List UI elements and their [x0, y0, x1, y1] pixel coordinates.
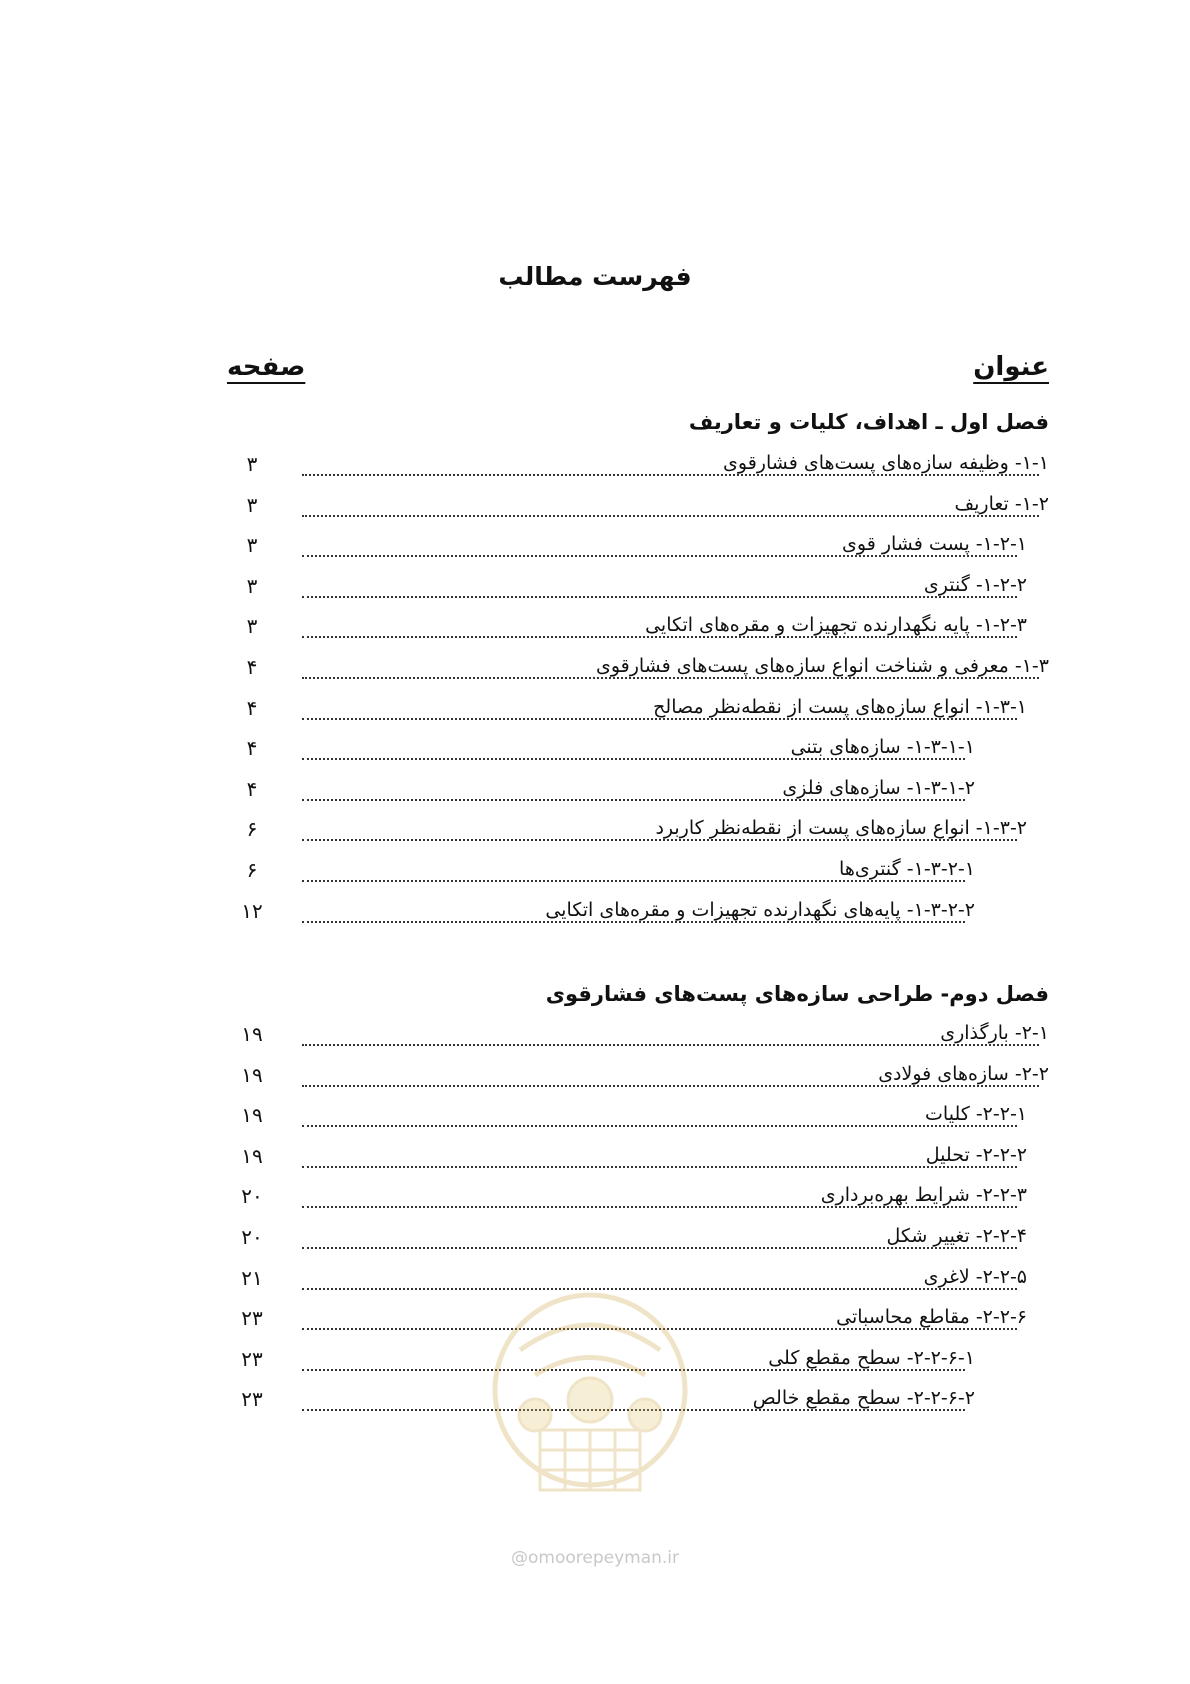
column-header-subject: عنوان — [973, 352, 1049, 382]
toc-entry — [0, 574, 1190, 608]
toc-entry — [0, 655, 1190, 689]
chapter-1-title: فصل اول ـ اهداف، کلیات و تعاریف — [688, 410, 1049, 434]
toc-entry-title: ۱-۳-۱-۲- سازه‌های فلزی — [778, 777, 975, 799]
toc-entry-page: ۴ — [246, 655, 258, 679]
leader-dots — [302, 596, 1017, 598]
leader-dots — [302, 880, 965, 882]
leader-dots — [302, 1166, 1017, 1168]
leader-dots — [302, 515, 1039, 517]
toc-entry-page: ۲۰ — [241, 1184, 263, 1209]
toc-entry-title: ۱-۳-۲-۲- پایه‌های نگهدارنده تجهیزات و مقره‌های اتکایی — [541, 899, 975, 921]
toc-entry-title: ۲-۱- بارگذاری — [936, 1022, 1049, 1044]
toc-entry-page: ۲۱ — [241, 1265, 263, 1290]
toc-entry-title: ۲-۲-۱- کلیات — [921, 1103, 1027, 1125]
toc-entry-title: ۲-۲-۶-۱- سطح مقطع کلی — [764, 1347, 975, 1369]
toc-entry-title: ۲-۲- سازه‌های فولادی — [874, 1063, 1049, 1085]
leader-dots — [302, 474, 1039, 476]
toc-entry-title: ۱-۳-۱- انواع سازه‌های پست از نقطه‌نظر مصالح — [649, 696, 1027, 718]
toc-entry-title: ۱-۱- وظیفه سازه‌های پست‌های فشارقوی — [719, 452, 1049, 474]
toc-entry-title: ۲-۲-۲- تحلیل — [922, 1144, 1027, 1166]
toc-entry — [0, 1103, 1190, 1137]
toc-entry-title: ۲-۲-۵- لاغری — [920, 1266, 1027, 1288]
toc-entry — [0, 1144, 1190, 1178]
toc-entry — [0, 1225, 1190, 1259]
leader-dots — [302, 677, 1039, 679]
toc-entry-title: ۱-۳-۲-۱- گنتری‌ها — [835, 858, 975, 880]
toc-entry-page: ۱۹ — [241, 1062, 263, 1087]
toc-entry-page: ۳ — [246, 452, 258, 476]
toc-entry — [0, 858, 1190, 892]
toc-entry-page: ۴ — [246, 776, 258, 801]
leader-dots — [302, 1247, 1017, 1249]
toc-entry — [0, 1022, 1190, 1056]
leader-dots — [302, 1125, 1017, 1127]
leader-dots — [302, 555, 1017, 557]
column-header-page: صفحه — [227, 352, 306, 382]
leader-dots — [302, 1044, 1039, 1046]
toc-entry — [0, 1063, 1190, 1097]
toc-entry-page: ۲۳ — [241, 1387, 263, 1412]
leader-dots — [302, 839, 1017, 841]
toc-entry — [0, 696, 1190, 730]
toc-entry-page: ۴ — [246, 736, 258, 761]
toc-entry-title: ۱-۳- معرفی و شناخت انواع سازه‌های پست‌های فشارقوی — [592, 655, 1049, 677]
toc-entry-page: ۴ — [246, 695, 258, 720]
toc-entry-page: ۱۹ — [241, 1022, 263, 1046]
chapter-2-title: فصل دوم- طراحی سازه‌های پست‌های فشارقوی — [545, 982, 1049, 1006]
toc-entry-page: ۳ — [246, 614, 258, 639]
toc-entry-page: ۶ — [246, 858, 258, 882]
toc-entry — [0, 736, 1190, 770]
toc-entry-page: ۳ — [246, 533, 258, 558]
toc-entry-title: ۱-۲-۱- پست فشار قوی — [838, 533, 1027, 555]
toc-entry-page: ۲۳ — [241, 1346, 263, 1371]
watermark-text: @omoorepeyman.ir — [510, 1548, 680, 1568]
toc-entry-title: ۱-۳-۲- انواع سازه‌های پست از نقطه‌نظر کاربرد — [651, 817, 1027, 839]
toc-entry — [0, 777, 1190, 811]
leader-dots — [302, 1085, 1039, 1087]
toc-entry — [0, 452, 1190, 486]
toc-entry-title: ۱-۲-۳- پایه نگهدارنده تجهیزات و مقره‌های اتکایی — [641, 614, 1027, 636]
toc-entry-title: ۲-۲-۶-۲- سطح مقطع خالص — [749, 1387, 975, 1409]
toc-entry-page: ۲۰ — [241, 1225, 263, 1249]
leader-dots — [302, 1206, 1017, 1208]
toc-entry-title: ۲-۲-۳- شرایط بهره‌برداری — [817, 1184, 1027, 1206]
watermark-logo — [480, 1280, 700, 1530]
toc-entry-title: ۱-۲-۲- گنتری — [920, 574, 1027, 596]
toc-entry — [0, 899, 1190, 933]
toc-entry-page: ۱۹ — [241, 1143, 263, 1168]
toc-entry-page: ۳ — [246, 573, 258, 598]
toc-entry-page: ۱۲ — [241, 898, 263, 923]
toc-entry-page: ۳ — [246, 492, 258, 517]
leader-dots — [302, 718, 1017, 720]
leader-dots — [302, 921, 965, 923]
toc-entry-title: ۱-۳-۱-۱- سازه‌های بتنی — [787, 736, 975, 758]
page-title: فهرست مطالب — [498, 262, 692, 291]
toc-entry-title: ۱-۲- تعاریف — [950, 493, 1049, 515]
toc-entry — [0, 493, 1190, 527]
toc-entry-page: ۱۹ — [241, 1103, 263, 1128]
toc-entry-page: ۶ — [246, 817, 258, 842]
toc-entry — [0, 533, 1190, 567]
toc-entry-title: ۲-۲-۴- تغییر شکل — [883, 1225, 1027, 1247]
toc-entry-title: ۲-۲-۶- مقاطع محاسباتی — [832, 1306, 1027, 1328]
toc-entry — [0, 614, 1190, 648]
leader-dots — [302, 758, 965, 760]
toc-entry — [0, 1184, 1190, 1218]
toc-entry — [0, 817, 1190, 851]
leader-dots — [302, 636, 1017, 638]
leader-dots — [302, 799, 965, 801]
toc-entry-page: ۲۳ — [241, 1306, 263, 1331]
